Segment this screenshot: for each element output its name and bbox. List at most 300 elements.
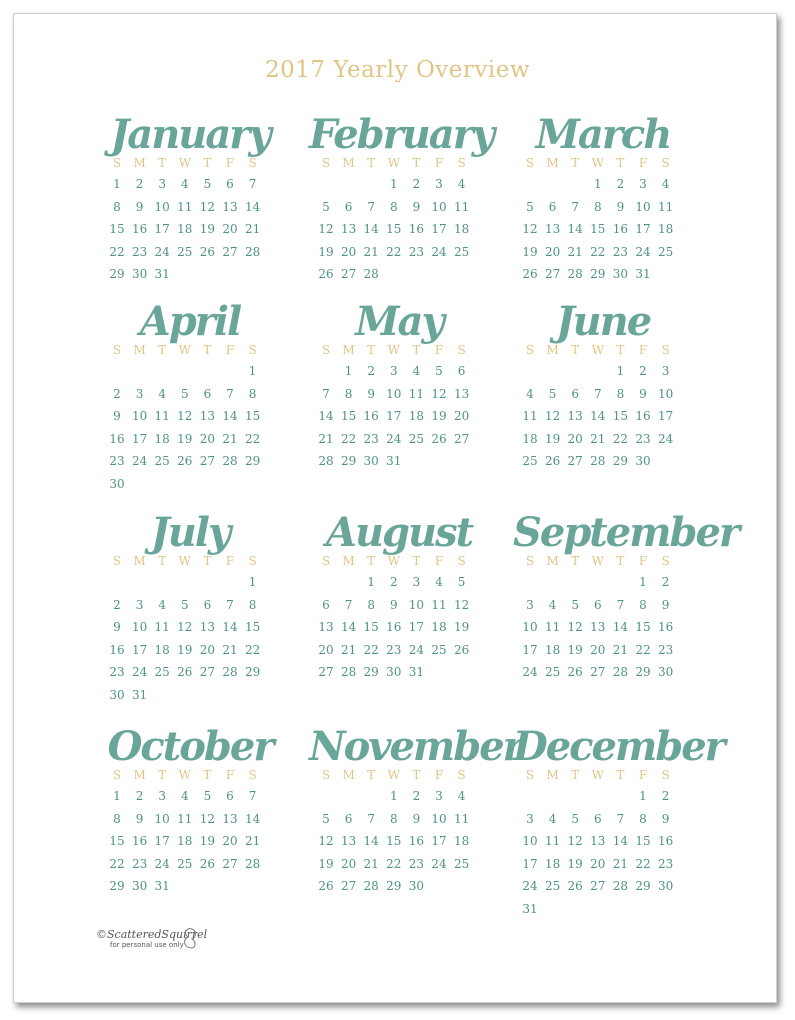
day-cell: 28 bbox=[590, 454, 606, 469]
weekday-label: T bbox=[367, 768, 376, 782]
day-cell: 3 bbox=[661, 364, 670, 378]
day-cell: 13 bbox=[567, 409, 583, 424]
day-cell: 8 bbox=[113, 811, 121, 826]
day-cell: 22 bbox=[244, 642, 261, 657]
day-cell: 17 bbox=[131, 431, 148, 446]
weekday-label: W bbox=[178, 554, 191, 568]
day-cell: 15 bbox=[635, 620, 651, 635]
squirrel-icon bbox=[180, 926, 200, 950]
day-cell: 7 bbox=[248, 789, 257, 803]
day-cell: 3 bbox=[435, 177, 443, 191]
day-cell: 6 bbox=[571, 386, 579, 401]
day-cell: 28 bbox=[567, 267, 583, 282]
day-cell: 8 bbox=[367, 597, 375, 612]
day-cell: 2 bbox=[639, 364, 647, 378]
day-cell: 4 bbox=[661, 177, 670, 191]
weekday-label: T bbox=[158, 768, 167, 782]
day-cell: 11 bbox=[522, 409, 538, 424]
day-cell: 21 bbox=[363, 244, 379, 259]
day-cell: 4 bbox=[548, 811, 557, 826]
day-cell: 4 bbox=[180, 789, 189, 803]
day-cell: 3 bbox=[158, 789, 166, 803]
day-cell: 3 bbox=[526, 811, 534, 826]
day-cell: 12 bbox=[431, 386, 447, 401]
day-cell: 12 bbox=[453, 597, 470, 612]
day-cell: 16 bbox=[612, 222, 629, 237]
day-cell: 21 bbox=[244, 222, 261, 237]
day-cell: 18 bbox=[453, 834, 470, 849]
day-cell: 9 bbox=[639, 386, 647, 401]
day-cell: 6 bbox=[548, 199, 557, 214]
weekday-label: S bbox=[112, 156, 122, 170]
day-cell: 17 bbox=[431, 222, 447, 237]
day-cell: 17 bbox=[522, 856, 538, 871]
day-cell: 16 bbox=[109, 431, 125, 446]
weekday-label: M bbox=[342, 343, 355, 357]
day-cell: 22 bbox=[590, 244, 606, 259]
day-cell: 23 bbox=[131, 244, 148, 259]
day-cell: 6 bbox=[203, 597, 212, 612]
day-cell: 1 bbox=[113, 789, 121, 803]
weekday-label: S bbox=[321, 343, 331, 357]
day-cell: 23 bbox=[109, 454, 125, 469]
day-cell: 5 bbox=[457, 575, 466, 589]
day-cell: 15 bbox=[109, 222, 125, 237]
weekday-label: T bbox=[158, 554, 167, 568]
day-cell: 27 bbox=[590, 879, 606, 894]
day-cell: 10 bbox=[431, 811, 447, 826]
weekday-label: M bbox=[546, 554, 559, 568]
day-cell: 26 bbox=[177, 454, 193, 469]
day-cell: 5 bbox=[548, 386, 557, 401]
day-cell: 3 bbox=[435, 789, 443, 803]
day-cell: 13 bbox=[199, 409, 216, 424]
day-cell: 24 bbox=[386, 431, 402, 446]
day-cell: 29 bbox=[109, 879, 125, 894]
day-cell: 12 bbox=[522, 222, 538, 237]
day-cell: 16 bbox=[408, 222, 425, 237]
weekday-label: F bbox=[434, 343, 444, 357]
day-cell: 21 bbox=[318, 431, 334, 446]
day-cell: 21 bbox=[567, 244, 583, 259]
day-cell: 12 bbox=[567, 834, 583, 849]
day-cell: 21 bbox=[363, 856, 379, 871]
day-cell: 11 bbox=[657, 199, 674, 214]
day-cell: 28 bbox=[318, 454, 334, 469]
day-cell: 23 bbox=[109, 665, 125, 680]
day-cell: 15 bbox=[363, 620, 379, 635]
day-cell: 20 bbox=[340, 856, 357, 871]
day-cell: 18 bbox=[154, 431, 170, 446]
day-cell: 26 bbox=[567, 665, 583, 680]
day-cell: 9 bbox=[661, 597, 670, 612]
day-cell: 10 bbox=[657, 386, 674, 401]
weekday-label: M bbox=[133, 554, 146, 568]
day-cell: 18 bbox=[657, 222, 674, 237]
day-cell: 10 bbox=[522, 620, 538, 635]
weekday-label: W bbox=[178, 768, 191, 782]
month-name: January bbox=[110, 111, 270, 158]
day-cell: 23 bbox=[131, 856, 148, 871]
day-cell: 9 bbox=[135, 811, 144, 826]
day-cell: 14 bbox=[318, 409, 334, 424]
weekday-label: T bbox=[203, 343, 212, 357]
day-cell: 1 bbox=[367, 575, 375, 589]
day-cell: 24 bbox=[154, 856, 170, 871]
day-cell: 27 bbox=[318, 665, 334, 680]
day-cell: 19 bbox=[318, 856, 334, 871]
day-cell: 8 bbox=[344, 386, 353, 401]
weekday-label: T bbox=[571, 343, 580, 357]
day-cell: 6 bbox=[226, 177, 234, 191]
day-cell: 25 bbox=[544, 879, 561, 894]
weekday-label: T bbox=[571, 554, 580, 568]
day-cell: 15 bbox=[386, 222, 402, 237]
month-name: May bbox=[355, 298, 443, 345]
day-cell: 11 bbox=[177, 811, 193, 826]
day-cell: 28 bbox=[363, 879, 379, 894]
day-cell: 1 bbox=[113, 177, 121, 191]
day-cell: 2 bbox=[412, 789, 421, 803]
day-cell: 30 bbox=[109, 688, 125, 702]
day-cell: 8 bbox=[248, 597, 257, 612]
day-cell: 31 bbox=[522, 902, 538, 916]
day-cell: 9 bbox=[412, 199, 421, 214]
day-cell: 8 bbox=[113, 199, 121, 214]
day-cell: 4 bbox=[457, 789, 466, 803]
day-cell: 27 bbox=[453, 431, 470, 446]
weekday-label: M bbox=[342, 554, 355, 568]
day-cell: 1 bbox=[344, 364, 353, 378]
weekday-label: M bbox=[133, 768, 146, 782]
day-cell: 19 bbox=[318, 244, 334, 259]
day-cell: 19 bbox=[431, 409, 447, 424]
weekday-label: M bbox=[342, 156, 355, 170]
weekday-label: T bbox=[571, 156, 580, 170]
day-cell: 15 bbox=[244, 620, 261, 635]
day-cell: 16 bbox=[386, 620, 402, 635]
weekday-label: S bbox=[525, 156, 535, 170]
weekday-label: S bbox=[112, 554, 122, 568]
day-cell: 28 bbox=[612, 665, 629, 680]
day-cell: 2 bbox=[661, 575, 670, 589]
day-cell: 19 bbox=[199, 222, 216, 237]
weekday-label: S bbox=[457, 156, 466, 170]
day-cell: 5 bbox=[203, 789, 212, 803]
day-cell: 13 bbox=[453, 386, 470, 401]
day-cell: 13 bbox=[340, 222, 357, 237]
weekday-label: S bbox=[661, 343, 670, 357]
day-cell: 31 bbox=[635, 267, 651, 282]
day-cell: 11 bbox=[544, 834, 561, 849]
day-cell: 19 bbox=[453, 620, 470, 635]
day-cell: 7 bbox=[367, 811, 375, 826]
weekday-label: M bbox=[342, 768, 355, 782]
day-cell: 19 bbox=[177, 642, 193, 657]
day-cell: 31 bbox=[154, 267, 170, 282]
weekday-label: F bbox=[638, 554, 648, 568]
weekday-label: F bbox=[225, 156, 235, 170]
weekday-label: S bbox=[457, 343, 466, 357]
day-cell: 13 bbox=[199, 620, 216, 635]
day-cell: 25 bbox=[544, 665, 561, 680]
day-cell: 9 bbox=[135, 199, 144, 214]
weekday-label: F bbox=[225, 343, 235, 357]
day-cell: 22 bbox=[635, 856, 651, 871]
day-cell: 25 bbox=[154, 454, 170, 469]
weekday-label: M bbox=[133, 156, 146, 170]
day-cell: 10 bbox=[131, 620, 148, 635]
day-cell: 22 bbox=[386, 856, 402, 871]
day-cell: 4 bbox=[158, 386, 166, 401]
day-cell: 8 bbox=[639, 811, 647, 826]
day-cell: 20 bbox=[318, 642, 334, 657]
day-cell: 31 bbox=[408, 665, 425, 680]
day-cell: 7 bbox=[593, 386, 602, 401]
day-cell: 26 bbox=[431, 431, 447, 446]
day-cell: 7 bbox=[367, 199, 375, 214]
weekday-label: W bbox=[178, 343, 191, 357]
day-cell: 1 bbox=[593, 177, 602, 191]
day-cell: 14 bbox=[567, 222, 583, 237]
day-cell: 20 bbox=[340, 244, 357, 259]
day-cell: 2 bbox=[616, 177, 625, 191]
day-cell: 4 bbox=[457, 177, 466, 191]
day-cell: 9 bbox=[113, 620, 121, 635]
day-cell: 29 bbox=[244, 665, 261, 680]
day-cell: 16 bbox=[635, 409, 651, 424]
day-cell: 29 bbox=[635, 665, 651, 680]
day-cell: 20 bbox=[199, 642, 216, 657]
day-cell: 10 bbox=[635, 199, 651, 214]
day-cell: 14 bbox=[244, 199, 261, 214]
day-cell: 26 bbox=[453, 642, 470, 657]
day-cell: 14 bbox=[244, 811, 261, 826]
weekday-label: S bbox=[525, 768, 535, 782]
day-cell: 30 bbox=[109, 477, 125, 491]
day-cell: 5 bbox=[526, 199, 534, 214]
day-cell: 17 bbox=[408, 620, 425, 635]
day-cell: 8 bbox=[593, 199, 602, 214]
day-cell: 26 bbox=[318, 267, 334, 282]
day-cell: 9 bbox=[412, 811, 421, 826]
day-cell: 10 bbox=[522, 834, 538, 849]
day-cell: 10 bbox=[154, 199, 170, 214]
day-cell: 4 bbox=[526, 386, 534, 401]
day-cell: 18 bbox=[453, 222, 470, 237]
weekday-label: T bbox=[412, 343, 421, 357]
weekday-label: T bbox=[616, 768, 625, 782]
weekday-label: S bbox=[661, 768, 670, 782]
weekday-label: S bbox=[321, 156, 331, 170]
day-cell: 26 bbox=[567, 879, 583, 894]
day-cell: 29 bbox=[109, 267, 125, 282]
day-cell: 18 bbox=[544, 642, 561, 657]
day-cell: 21 bbox=[222, 642, 238, 657]
day-cell: 22 bbox=[612, 431, 629, 446]
day-cell: 2 bbox=[113, 597, 121, 612]
day-cell: 24 bbox=[431, 244, 447, 259]
day-cell: 25 bbox=[408, 431, 425, 446]
weekday-label: W bbox=[591, 554, 604, 568]
day-cell: 24 bbox=[408, 642, 425, 657]
day-cell: 29 bbox=[635, 879, 651, 894]
day-cell: 27 bbox=[590, 665, 606, 680]
day-cell: 11 bbox=[431, 597, 447, 612]
watermark-brand: ©ScatteredSquirrel bbox=[96, 928, 208, 941]
day-cell: 12 bbox=[318, 222, 334, 237]
day-cell: 6 bbox=[226, 789, 234, 803]
day-cell: 19 bbox=[177, 431, 193, 446]
weekday-label: T bbox=[203, 156, 212, 170]
day-cell: 19 bbox=[544, 431, 561, 446]
day-cell: 17 bbox=[386, 409, 402, 424]
weekday-label: T bbox=[412, 768, 421, 782]
day-cell: 23 bbox=[612, 244, 629, 259]
day-cell: 29 bbox=[590, 267, 606, 282]
day-cell: 28 bbox=[222, 665, 238, 680]
weekday-label: S bbox=[248, 343, 257, 357]
day-cell: 7 bbox=[344, 597, 353, 612]
day-cell: 26 bbox=[177, 665, 193, 680]
day-cell: 14 bbox=[222, 409, 238, 424]
day-cell: 17 bbox=[131, 642, 148, 657]
weekday-label: S bbox=[661, 156, 670, 170]
day-cell: 17 bbox=[431, 834, 447, 849]
day-cell: 27 bbox=[567, 454, 583, 469]
day-cell: 8 bbox=[389, 811, 398, 826]
day-cell: 12 bbox=[177, 409, 193, 424]
day-cell: 20 bbox=[590, 642, 606, 657]
day-cell: 25 bbox=[453, 856, 470, 871]
weekday-label: T bbox=[158, 343, 167, 357]
day-cell: 15 bbox=[386, 834, 402, 849]
weekday-label: M bbox=[133, 343, 146, 357]
day-cell: 6 bbox=[457, 364, 466, 378]
day-cell: 14 bbox=[363, 834, 379, 849]
day-cell: 26 bbox=[544, 454, 561, 469]
weekday-label: S bbox=[457, 554, 466, 568]
month-name: July bbox=[150, 509, 230, 556]
day-cell: 29 bbox=[612, 454, 629, 469]
day-cell: 5 bbox=[180, 386, 189, 401]
day-cell: 12 bbox=[567, 620, 583, 635]
day-cell: 13 bbox=[590, 620, 606, 635]
day-cell: 16 bbox=[657, 620, 674, 635]
day-cell: 25 bbox=[431, 642, 447, 657]
day-cell: 31 bbox=[131, 688, 148, 702]
day-cell: 30 bbox=[635, 454, 651, 469]
weekday-label: T bbox=[616, 554, 625, 568]
day-cell: 3 bbox=[158, 177, 166, 191]
day-cell: 16 bbox=[131, 222, 148, 237]
day-cell: 24 bbox=[635, 244, 651, 259]
weekday-label: W bbox=[387, 768, 400, 782]
day-cell: 2 bbox=[135, 789, 144, 803]
weekday-label: F bbox=[434, 156, 444, 170]
day-cell: 7 bbox=[226, 386, 234, 401]
day-cell: 23 bbox=[386, 642, 402, 657]
weekday-label: S bbox=[248, 768, 257, 782]
weekday-label: S bbox=[248, 554, 257, 568]
day-cell: 6 bbox=[344, 811, 353, 826]
month-name: September bbox=[513, 509, 739, 556]
weekday-label: F bbox=[225, 768, 235, 782]
day-cell: 8 bbox=[639, 597, 647, 612]
day-cell: 21 bbox=[340, 642, 357, 657]
day-cell: 30 bbox=[363, 454, 379, 469]
day-cell: 18 bbox=[544, 856, 561, 871]
day-cell: 31 bbox=[386, 454, 402, 469]
weekday-label: S bbox=[525, 554, 535, 568]
day-cell: 1 bbox=[639, 789, 647, 803]
day-cell: 25 bbox=[177, 856, 193, 871]
day-cell: 21 bbox=[612, 642, 629, 657]
day-cell: 30 bbox=[657, 879, 674, 894]
day-cell: 17 bbox=[154, 834, 170, 849]
day-cell: 8 bbox=[248, 386, 257, 401]
day-cell: 28 bbox=[222, 454, 238, 469]
day-cell: 14 bbox=[363, 222, 379, 237]
weekday-label: T bbox=[412, 156, 421, 170]
day-cell: 22 bbox=[244, 431, 261, 446]
day-cell: 1 bbox=[639, 575, 647, 589]
day-cell: 2 bbox=[412, 177, 421, 191]
day-cell: 27 bbox=[340, 267, 357, 282]
day-cell: 11 bbox=[408, 386, 425, 401]
day-cell: 19 bbox=[567, 642, 583, 657]
day-cell: 6 bbox=[203, 386, 212, 401]
day-cell: 14 bbox=[612, 834, 629, 849]
weekday-label: W bbox=[178, 156, 191, 170]
weekday-label: W bbox=[591, 768, 604, 782]
weekday-label: F bbox=[225, 554, 235, 568]
day-cell: 12 bbox=[199, 811, 216, 826]
day-cell: 24 bbox=[154, 244, 170, 259]
day-cell: 13 bbox=[222, 811, 238, 826]
day-cell: 30 bbox=[612, 267, 629, 282]
weekday-label: F bbox=[638, 768, 648, 782]
month-name: March bbox=[535, 111, 671, 158]
day-cell: 12 bbox=[199, 199, 216, 214]
weekday-label: T bbox=[616, 156, 625, 170]
day-cell: 3 bbox=[639, 177, 647, 191]
day-cell: 24 bbox=[431, 856, 447, 871]
day-cell: 15 bbox=[635, 834, 651, 849]
day-cell: 30 bbox=[131, 879, 148, 894]
day-cell: 5 bbox=[571, 597, 579, 612]
day-cell: 4 bbox=[158, 597, 166, 612]
day-cell: 21 bbox=[244, 834, 261, 849]
day-cell: 27 bbox=[222, 244, 238, 259]
weekday-label: W bbox=[591, 156, 604, 170]
day-cell: 27 bbox=[544, 267, 561, 282]
day-cell: 22 bbox=[340, 431, 357, 446]
day-cell: 15 bbox=[612, 409, 629, 424]
day-cell: 28 bbox=[340, 665, 357, 680]
weekday-label: S bbox=[457, 768, 466, 782]
weekday-label: T bbox=[203, 554, 212, 568]
day-cell: 7 bbox=[248, 177, 257, 191]
watermark-note: for personal use only bbox=[110, 941, 184, 949]
month-name: April bbox=[139, 298, 241, 345]
day-cell: 21 bbox=[222, 431, 238, 446]
day-cell: 16 bbox=[131, 834, 148, 849]
weekday-label: S bbox=[321, 554, 331, 568]
day-cell: 9 bbox=[367, 386, 375, 401]
day-cell: 18 bbox=[177, 222, 193, 237]
day-cell: 7 bbox=[226, 597, 234, 612]
